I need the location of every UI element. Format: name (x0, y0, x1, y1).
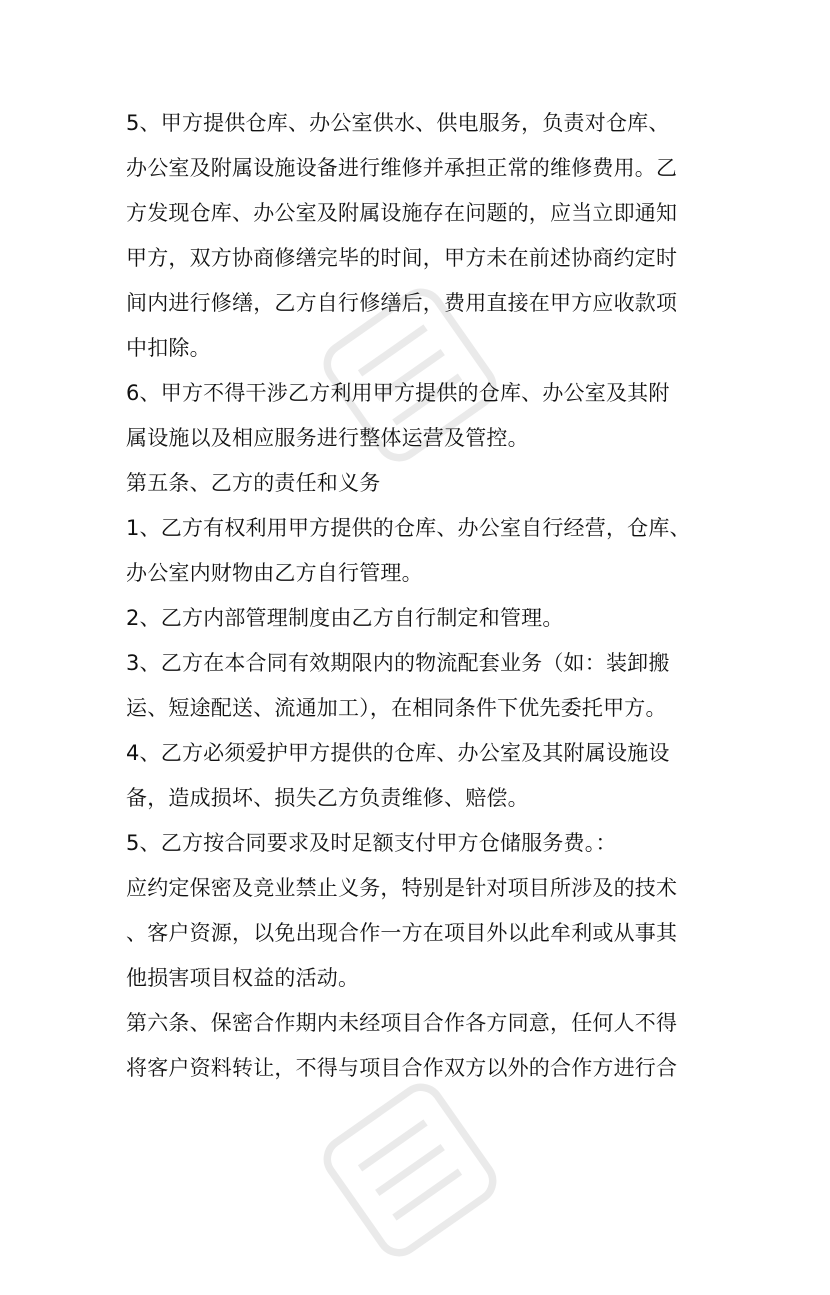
text-line: 5、乙方按合同要求及时足额支付甲方仓储服务费。： (126, 831, 617, 855)
text-line: 将客户资料转让，不得与项目合作双方以外的合作方进行合 (126, 1056, 678, 1080)
document-text-block (126, 101, 706, 1091)
text-line: 运、短途配送、流通加工），在相同条件下优先委托甲方。 (126, 696, 667, 720)
text-line: 间内进行修缮，乙方自行修缮后，费用直接在甲方应收款项 (126, 291, 678, 315)
text-line: 属设施以及相应服务进行整体运营及管控。 (126, 426, 529, 450)
section-heading: 第六条、保密合作期内未经项目合作各方同意，任何人不得 (126, 1011, 678, 1035)
text-line: 办公室及附属设施设备进行维修并承担正常的维修费用。乙 (126, 156, 678, 180)
section-heading: 第五条、乙方的责任和义务 (126, 471, 381, 495)
text-line: 6、甲方不得干涉乙方利用甲方提供的仓库、办公室及其附 (126, 381, 670, 405)
text-line: 、客户资源，以免出现合作一方在项目外以此牟利或从事其 (126, 921, 678, 945)
text-line: 1、乙方有权利用甲方提供的仓库、办公室自行经营，仓库、 (126, 516, 691, 540)
text-line: 备，造成损坏、损失乙方负责维修、赔偿。 (126, 786, 529, 810)
text-line: 方发现仓库、办公室及附属设施存在问题的，应当立即通知 (126, 201, 678, 225)
text-line: 2、乙方内部管理制度由乙方自行制定和管理。 (126, 606, 564, 630)
text-line: 办公室内财物由乙方自行管理。 (126, 561, 423, 585)
text-line: 甲方，双方协商修缮完毕的时间，甲方未在前述协商约定时 (126, 246, 678, 270)
text-line: 5、甲方提供仓库、办公室供水、供电服务，负责对仓库、 (126, 111, 670, 135)
text-line: 应约定保密及竞业禁止义务，特别是针对项目所涉及的技术 (126, 876, 678, 900)
text-line: 4、乙方必须爱护甲方提供的仓库、办公室及其附属设施设 (126, 741, 670, 765)
text-line: 他损害项目权益的活动。 (126, 966, 360, 990)
text-line: 中扣除。 (126, 336, 211, 360)
text-line: 3、乙方在本合同有效期限内的物流配套业务（如：装卸搬 (126, 651, 670, 675)
